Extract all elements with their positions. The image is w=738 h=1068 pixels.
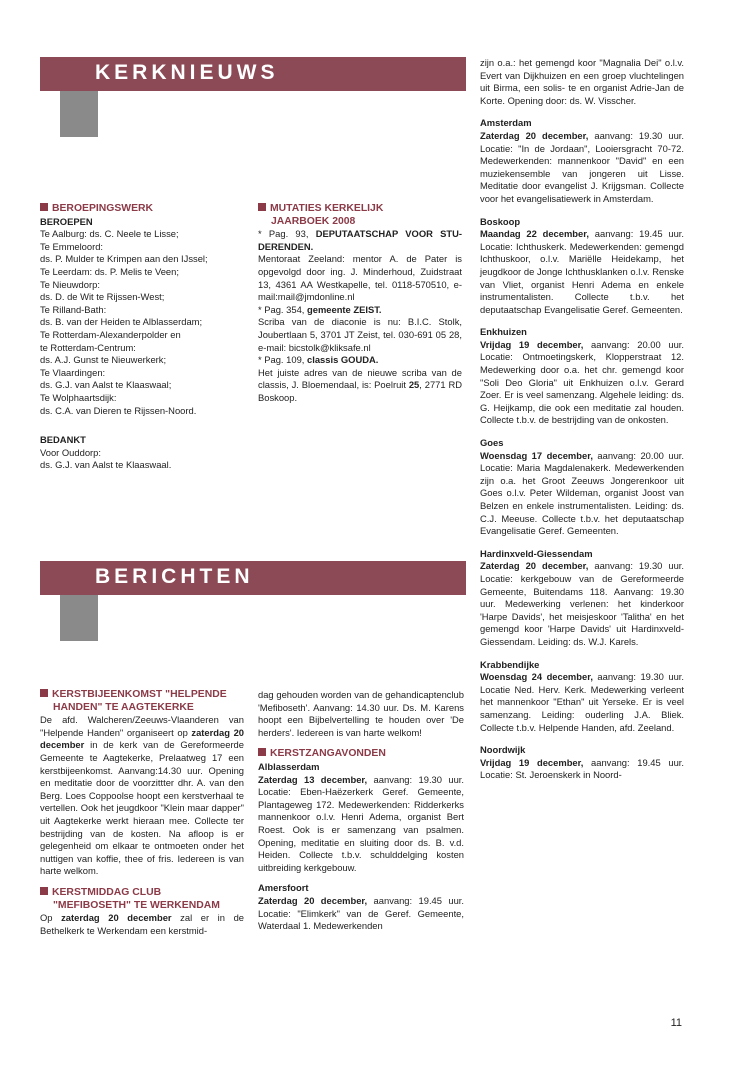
kerstzang-item: Amersfoort Zaterdag 20 december, aanvang: 19.45 uur. Locatie: "Elimkerk" van de Geref. Gemeente, Waterdaal 1. Medewerkenden	[258, 882, 464, 932]
kerst-middle-section	[258, 689, 464, 933]
mutatie-item: * Pag. 354, gemeente ZEIST.	[258, 303, 382, 315]
list-item: Te Aalburg: ds. C. Neele te Lisse;	[40, 228, 179, 240]
list-item: Te Emmeloord:	[40, 240, 104, 252]
list-item: ds. P. Mulder te Krimpen aan den IJssel;	[40, 253, 208, 265]
mutatie-item: * Pag. 93, DEPUTAATSCHAP VOOR STU- DERENDEN.	[258, 228, 463, 252]
kerstbijeenkomst-text: De afd. Walcheren/Zeeuws-Vlaanderen van "Helpende Handen" organiseert op zaterdag 20 december in de kerk van de Gereformeerde Gemeente te Aagtekerke, Prelaatweg 17 een kerstbijeenkomst. Aanvang:14.30 uur. Opening en meditatie door de voorzittter dhr. A. van den Berg. Loes Coppoolse hoopt een kerstverhaal te vertellen. Ook het jeugdkoor "Klein maar dapper" uit Aagtekerke werkt hieraan mee. Collecte ter bestrijding van de kosten. Na afloop is er gelegenheid om elkaar te ontmoeten onder het nuttigen van koffie, thee of fris. Iedereen is van harte welkom.	[40, 714, 244, 877]
kerstmiddag-heading: KERSTMIDDAG CLUB	[40, 887, 244, 900]
list-item: ds. A.J. Gunst te Nieuwerkerk;	[40, 354, 167, 366]
kerst-left-section	[40, 689, 244, 937]
list-item: ds. G.J. van Aalst te Klaaswaal;	[40, 379, 172, 391]
mutatie-text: Mentoraat Zeeland: mentor A. de Pater is opgevolgd door ing. J. Minderhoud, Zuidstraat 13, 4361 AA Westkapelle, tel. 0118-570510, e-mail:mail@jmdonline.nl	[258, 253, 462, 303]
mutaties-heading: MUTATIES KERKELIJK	[258, 203, 462, 216]
berichten-gray-block	[60, 595, 98, 641]
mutaties-section	[258, 203, 462, 405]
bedankt-title: BEDANKT	[40, 434, 86, 446]
list-item: Te Rilland-Bath:	[40, 303, 107, 315]
list-item: Te Vlaardingen:	[40, 366, 106, 378]
beroepen-list	[40, 228, 240, 417]
kerknieuws-banner	[40, 57, 466, 91]
mutatie-text: Het juiste adres van de nieuwe scriba van de classis, J. Bloemendaal, is: Poelruit 25, 2771 RD Boskoop.	[258, 366, 462, 403]
list-item: Te Nieuwdorp:	[40, 278, 100, 290]
berichten-title: BERICHTEN	[95, 565, 254, 588]
list-item: ds. C.A. van Dieren te Rijssen-Noord.	[40, 404, 197, 416]
list-item: Te Wolphaartsdijk:	[40, 391, 117, 403]
beroepen-title: BEROEPEN	[40, 215, 93, 227]
kerknieuws-title: KERKNIEUWS	[95, 61, 279, 84]
kerstzang-item: Alblasserdam Zaterdag 13 december, aanvang: 19.30 uur. Locatie: Eben-Haëzerkerk Geref. Gemeente, Plantageweg 172. Medewerkenden: Ridderkerks mannenkoor o.l.v. Henri Adema, organist Bert Roest. Ook is er samenzang van psalmen. Opening, meditatie en sluiting door ds. B. v.d. Heiden. Collecte t.b.v. schulddelging kosten uitbreiding kerkgebouw.	[258, 760, 464, 873]
kerstmiddag-heading-2: "MEFIBOSETH" TE WERKENDAM	[53, 899, 220, 911]
kerstzang-item: Hardinxveld-Giessendam Zaterdag 20 december, aanvang: 19.30 uur. Locatie: kerkgebouw van de Gereformeerde Gemeente, Buitendams 118. Aanvang: 19.30 uur. Medewerking verlenen: het kinderkoor 'Harpe Davids', het meisjeskoor 'Talitha' en het gemengd koor 'Harpe Davids' uit Hardinxveld-Giessendam. Leiding: ds. W.J. Karels.	[480, 547, 684, 647]
mutatie-text: Scriba van de diaconie is nu: B.I.C. Stolk, Joubertlaan 5, 3701 JT Zeist, tel. 030-691 05 28, e-mail: bicstolk@kliksafe.nl	[258, 316, 462, 353]
berichten-banner	[40, 561, 466, 595]
kerstzang-item: Amsterdam Zaterdag 20 december, aanvang: 19.30 uur. Locatie: "In de Jordaan", Looiersgracht 70-72. Medewerkenden: mannenkoor "David" en een muziekensemble van jongeren uit Lisse. Meditatie door evangelist J. Krijgsman. Collecte voor het evangelisatiewerk in Amsterdam.	[480, 117, 684, 204]
list-item: te Rotterdam-Centrum:	[40, 341, 136, 353]
list-item: ds. B. van der Heiden te Alblasserdam;	[40, 316, 203, 328]
mutatie-item: * Pag. 109, classis GOUDA.	[258, 354, 379, 366]
kerstmiddag-text-cont: dag gehouden worden van de gehandicaptenclub 'Mefiboseth'. Aanvang: 14.30 uur. Ds. M. Karens hoopt een Bijbelvertelling te houden over 'De herders'. Iedereen is van harte welkom!	[258, 689, 464, 738]
kerstzang-heading: KERSTZANGAVONDEN	[258, 748, 464, 761]
list-item: Voor Ouddorp:	[40, 446, 101, 458]
kerstzang-item: Enkhuizen Vrijdag 19 december, aanvang: 20.00 uur. Locatie: Ontmoetingskerk, Klopperstraat 12. Medewerking door o.a. het chr. gemengd koor "Soli Deo Gloria" uit Enkhuizen o.l.v. Gerard Zoer. Er is veel samenzang. Algehele leiding: ds. G. Heijkamp, die ook een meditatie zal houden. Collecte t.b.v. de bestrijding van de onkosten.	[480, 326, 684, 426]
page-number: 11	[670, 1017, 682, 1029]
kerst-right-section	[480, 57, 684, 782]
kerstzang-item: Goes Woensdag 17 december, aanvang: 20.00 uur. Locatie: Maria Magdalenakerk. Medewerkenden zijn o.a. het Groot Zeeuws Jongerenkoor uit Goes o.l.v. Peter Wildeman, organist Joost van Belzen en enkele instrumentalisten. Leiding: ds. C.J. Meeuse. Collecte t.b.v. het deputaatschap Evangelisatie Geref. Gemeenten.	[480, 437, 684, 537]
kerstzang-item: Noordwijk Vrijdag 19 december, aanvang: 19.45 uur. Locatie: St. Jeroenskerk in Noord-	[480, 744, 684, 781]
amersfoort-text-cont: zijn o.a.: het gemengd koor "Magnalia Dei" o.l.v. Evert van Dijkhuizen en een groep vluchtelingen uit Birma, een solis- te en organist Adrie-Jan de Korte. Opening door: ds. W. Visscher.	[480, 57, 684, 106]
list-item: Te Rotterdam-Alexanderpolder en	[40, 328, 181, 340]
kerstbijeenkomst-heading: KERSTBIJEENKOMST "HELPENDE	[40, 689, 244, 702]
beroepingswerk-heading: BEROEPINGSWERK	[40, 203, 240, 216]
list-item: ds. D. de Wit te Rijssen-West;	[40, 291, 165, 303]
list-item: ds. G.J. van Aalst te Klaaswaal.	[40, 459, 172, 471]
kerstzang-item: Boskoop Maandag 22 december, aanvang: 19.45 uur. Locatie: Ichthuskerk. Medewerkenden: gemengd Ichthuskoor, o.l.v. Mariëlle Heidekamp, het jeugdkoor de Jonge Ichthusklanken o.l.v. Renske van Vliet, organist Henri Adema en enkele instrumentalisten. Collecte t.b.v. het deputaatschap Evangelisatie Geref. Gemeenten.	[480, 215, 684, 315]
kerknieuws-gray-block	[60, 91, 98, 137]
kerstmiddag-text: Op zaterdag 20 december zal er in de Bethelkerk te Werkendam een kerstmid-	[40, 912, 244, 936]
beroepingswerk-section	[40, 203, 240, 472]
kerstzang-item: Krabbendijke Woensdag 24 december, aanvang: 19.30 uur. Locatie Ned. Herv. Kerk. Medewerking verleent het mannenkoor "Ethan" uit Yerseke. Er is veel samenzang. Leiding: ouderling J.A. Bliek. Collecte t.b.v. Helpende Handen, afd. Zeeland.	[480, 658, 684, 733]
list-item: Te Leerdam: ds. P. Melis te Veen;	[40, 265, 179, 277]
kerstbijeenkomst-heading-2: HANDEN" TE AAGTEKERKE	[53, 701, 194, 713]
mutaties-heading-2: JAARBOEK 2008	[271, 215, 356, 227]
